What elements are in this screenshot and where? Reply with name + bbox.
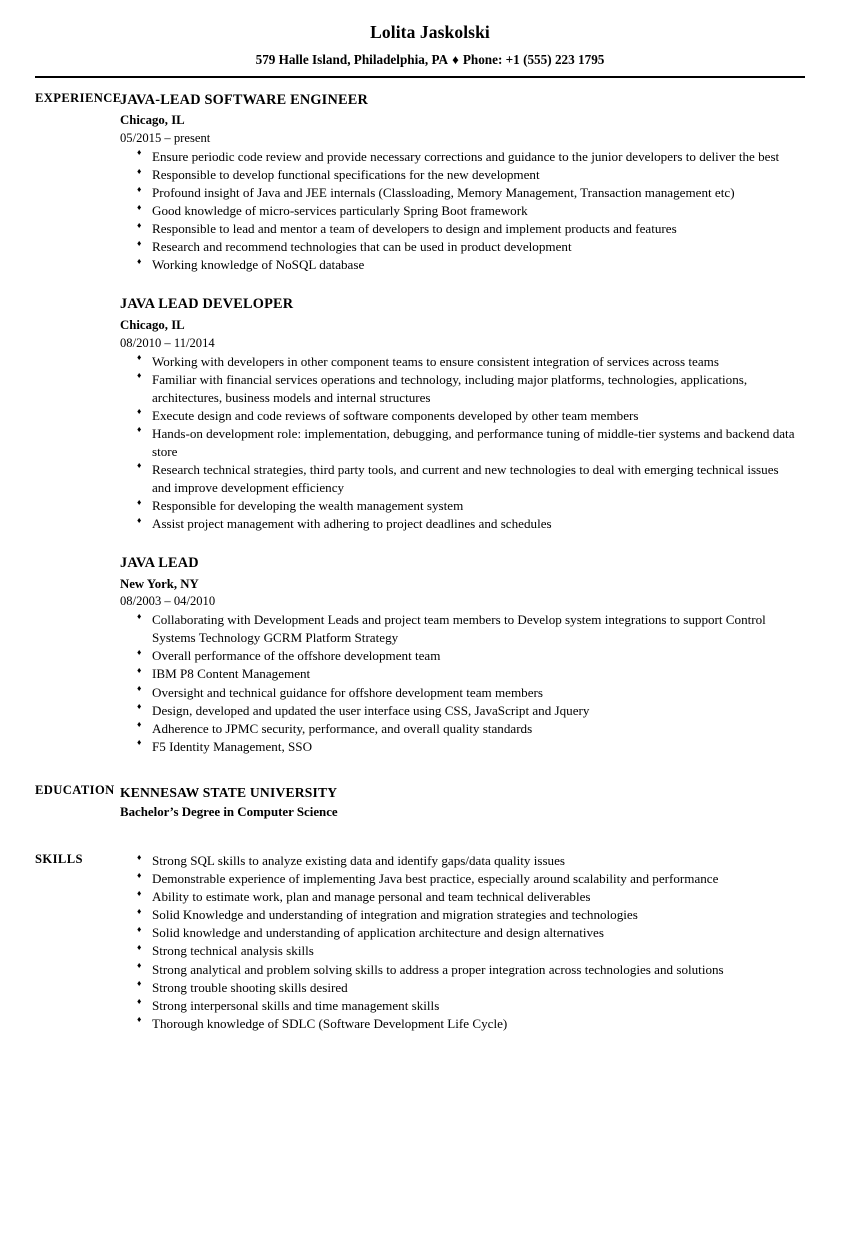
job-bullet: ♦ Working knowledge of NoSQL database [137, 256, 800, 274]
job-entry [120, 554, 800, 756]
skills-section [0, 852, 860, 1033]
experience-section-body [120, 91, 860, 756]
job-bullet: ♦ Oversight and technical guidance for offshore development team members [137, 684, 800, 702]
job-dates: 05/2015 – present [120, 130, 211, 145]
job-bullet: ♦ Assist project management with adhering to project deadlines and schedules [137, 515, 800, 533]
job-bullet: ♦ Design, developed and updated the user interface using CSS, JavaScript and Jquery [137, 702, 800, 720]
job-bullet-list [120, 353, 800, 534]
job-bullet: ♦ Profound insight of Java and JEE internals (Classloading, Memory Management, Transaction management etc) [137, 184, 800, 202]
job-bullet: ♦ Overall performance of the offshore development team [137, 647, 800, 665]
job-bullet: ♦ IBM P8 Content Management [137, 665, 800, 683]
job-bullet: ♦ Familiar with financial services operations and technology, including major platforms, technologies, applications, architectures, business models and internal structures [137, 371, 800, 407]
diamond-separator-icon: ♦ [452, 52, 459, 67]
skill-bullet: ♦ Solid knowledge and understanding of application architecture and design alternatives [137, 924, 800, 942]
candidate-phone: Phone: +1 (555) 223 1795 [462, 52, 605, 67]
skill-bullet: ♦ Strong technical analysis skills [137, 942, 800, 960]
job-bullet-list [120, 148, 800, 274]
job-entry [120, 295, 800, 533]
education-section-body [120, 783, 860, 822]
job-location: Chicago, IL [120, 113, 185, 128]
job-bullet: ♦ Responsible to lead and mentor a team of developers to design and implement products and features [137, 220, 800, 238]
job-dates: 08/2003 – 04/2010 [120, 594, 216, 609]
education-school: KENNESAW STATE UNIVERSITY [120, 784, 338, 800]
skills-bullet-list [120, 852, 800, 1033]
job-title: JAVA LEAD DEVELOPER [120, 296, 294, 313]
job-bullet: ♦ F5 Identity Management, SSO [137, 738, 800, 756]
job-bullet: ♦ Ensure periodic code review and provide necessary corrections and guidance to the junior developers to deliver the best [137, 148, 800, 166]
skill-bullet: ♦ Thorough knowledge of SDLC (Software Development Life Cycle) [137, 1015, 800, 1033]
education-section [0, 783, 860, 822]
skill-bullet: ♦ Ability to estimate work, plan and manage personal and team technical deliverables [137, 888, 800, 906]
candidate-address: 579 Halle Island, Philadelphia, PA [255, 52, 449, 67]
resume-header [0, 0, 860, 78]
education-section-label: EDUCATION [35, 782, 115, 797]
job-bullet: ♦ Execute design and code reviews of software components developed by other team members [137, 407, 800, 425]
job-bullet: ♦ Hands-on development role: implementation, debugging, and performance tuning of middle-tier systems and backend data store [137, 425, 800, 461]
skill-bullet: ♦ Strong trouble shooting skills desired [137, 979, 800, 997]
candidate-name: Lolita Jaskolski [370, 22, 490, 42]
job-dates: 08/2010 – 11/2014 [120, 335, 215, 350]
job-bullet: ♦ Research and recommend technologies that can be used in product development [137, 238, 800, 256]
skill-bullet: ♦ Demonstrable experience of implementing Java best practice, especially around scalability and performance [137, 870, 800, 888]
education-degree: Bachelor’s Degree in Computer Science [120, 804, 338, 819]
job-entry [120, 91, 800, 275]
job-bullet: ♦ Good knowledge of micro-services particularly Spring Boot framework [137, 202, 800, 220]
header-divider [35, 76, 805, 78]
skills-section-body [120, 852, 860, 1033]
job-bullet: ♦ Research technical strategies, third party tools, and current and new technologies to deal with emerging technical issues and improve development efficiency [137, 461, 800, 497]
skill-bullet: ♦ Strong interpersonal skills and time management skills [137, 997, 800, 1015]
job-bullet: ♦ Responsible to develop functional specifications for the new development [137, 166, 800, 184]
job-location: New York, NY [120, 576, 199, 591]
job-title: JAVA-LEAD SOFTWARE ENGINEER [120, 91, 368, 108]
job-bullet: ♦ Collaborating with Development Leads and project team members to Develop system integrations to support Control Systems Technology GCRM Platform Strategy [137, 611, 800, 647]
job-bullet: ♦ Adherence to JPMC security, performance, and overall quality standards [137, 720, 800, 738]
job-title: JAVA LEAD [120, 555, 199, 572]
experience-section [0, 91, 860, 756]
job-bullet-list [120, 611, 800, 756]
job-bullet: ♦ Working with developers in other component teams to ensure consistent integration of services across teams [137, 353, 800, 371]
job-location: Chicago, IL [120, 317, 185, 332]
skill-bullet: ♦ Strong analytical and problem solving skills to address a proper integration across technologies and solutions [137, 961, 800, 979]
skill-bullet: ♦ Strong SQL skills to analyze existing data and identify gaps/data quality issues [137, 852, 800, 870]
skills-section-label: SKILLS [35, 852, 83, 867]
candidate-contact-line [0, 52, 860, 68]
job-bullet: ♦ Responsible for developing the wealth management system [137, 497, 800, 515]
experience-section-label: EXPERIENCE [35, 90, 122, 105]
skill-bullet: ♦ Solid Knowledge and understanding of integration and migration strategies and technologies [137, 906, 800, 924]
